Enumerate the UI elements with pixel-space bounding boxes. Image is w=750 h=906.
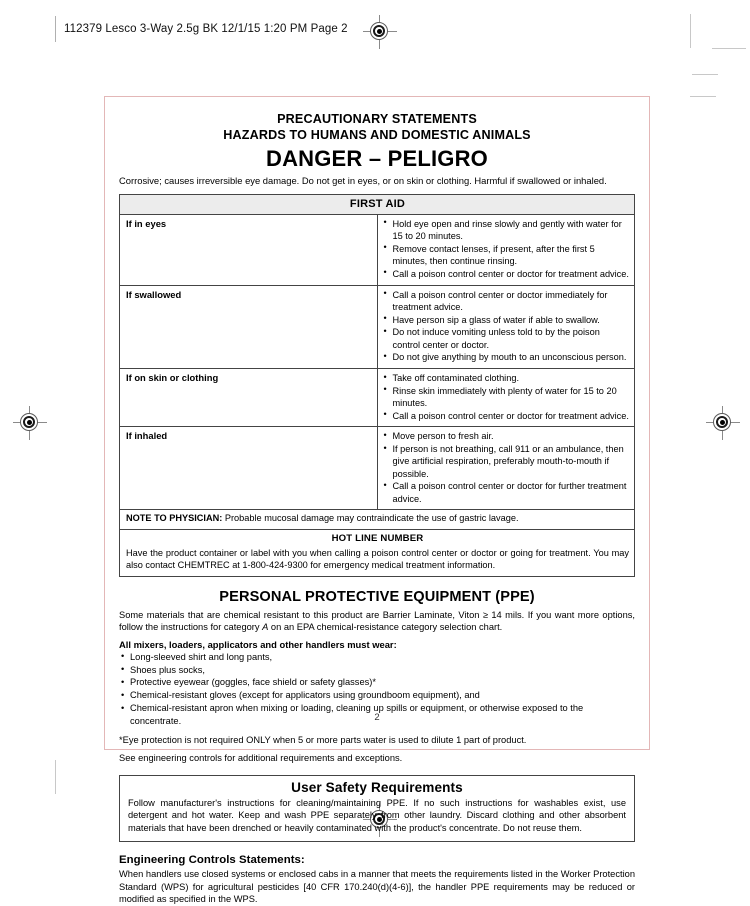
crop-mark-top-right-horizontal [712,48,746,49]
list-item: • Do not induce vomiting unless told to by the poison control center or doctor. [384,326,630,350]
hot-line-row [120,530,635,576]
first-aid-table [119,194,635,577]
first-aid-row-body [377,427,635,510]
list-item: • Chemical-resistant gloves (except for applicators using groundboom equipment), and [119,689,635,702]
crop-mark-right-lower [690,96,716,97]
first-aid-title-row [120,194,635,214]
list-item: • Move person to fresh air. [384,430,630,442]
ppe-see-engineering-controls: See engineering controls for additional requirements and exceptions. [119,753,403,764]
first-aid-title: FIRST AID [120,194,635,214]
note-to-physician-row [120,510,635,530]
list-item: • Rinse skin immediately with plenty of water for 15 to 20 minutes. [384,385,630,409]
engineering-controls-body: When handlers use closed systems or enclosed cabs in a manner that meets the requirements listed in the Worker Protection Standard (WPS) for agricultural pesticides [40 CFR 170.240(d)(4-6)], the handler PPE requirements may be reduced or modified as specified in the WPS. [119,868,635,905]
table-row [120,285,635,368]
note-to-physician-label: NOTE TO PHYSICIAN: [126,513,223,524]
first-aid-instruction-list [384,289,630,364]
list-item: • Long-sleeved shirt and long pants, [119,651,635,664]
ppe-intro-paragraph [119,609,635,633]
first-aid-row-body [377,285,635,368]
user-safety-heading: User Safety Requirements [291,779,463,795]
list-item: • Take off contaminated clothing. [384,372,630,384]
label-content [105,97,649,906]
ppe-eye-protection-footnote: *Eye protection is not required ONLY when 5 or more parts water is used to dilute 1 part of product. [119,734,527,745]
first-aid-row-body [377,369,635,427]
registration-mark-center-dot [377,29,382,34]
registration-mark-top [363,15,397,49]
table-row [120,369,635,427]
registration-mark-center-dot [720,420,725,425]
list-item: • Hold eye open and rinse slowly and gently with water for 15 to 20 minutes. [384,218,630,242]
page-number: 2 [374,712,380,723]
precautionary-statements-heading [119,111,635,143]
list-item: • Shoes plus socks, [119,664,635,677]
registration-mark-left [13,406,47,440]
precautionary-heading-line1: PRECAUTIONARY STATEMENTS [277,112,477,126]
registration-mark-center-dot [27,420,32,425]
signal-word-danger: DANGER – PELIGRO [265,146,488,172]
hot-line-number-title: HOT LINE NUMBER [331,533,424,545]
list-item: • If person is not breathing, call 911 or an ambulance, then give artificial respiration, preferably mouth-to-mouth if possible. [384,443,630,480]
list-item: • Protective eyewear (goggles, face shield or safety glasses)* [119,676,635,689]
first-aid-row-label: If in eyes [120,214,378,285]
pesticide-label-page [104,96,650,905]
list-item: • Call a poison control center or doctor immediately for treatment advice. [384,289,630,313]
hot-line-number-text: Have the product container or label with you when calling a poison control center or doctor or going for treatment. You may also contact CHEMTREC at 1-800-424-9300 for emergency medical treatment information. [126,548,629,571]
user-safety-requirements-box [119,775,635,842]
list-item: • Chemical-resistant apron when mixing or loading, cleaning up spills or equipment, or otherwise exposed to the concentrate. [119,702,635,728]
hot-line-number-cell [120,530,635,576]
ppe-heading: PERSONAL PROTECTIVE EQUIPMENT (PPE) [219,588,535,605]
first-aid-row-body [377,214,635,285]
registration-mark-right [706,406,740,440]
first-aid-row-label: If on skin or clothing [120,369,378,427]
first-aid-row-label: If swallowed [120,285,378,368]
first-aid-row-label: If inhaled [120,427,378,510]
table-row [120,427,635,510]
list-item: • Have person sip a glass of water if able to swallow. [384,314,630,326]
list-item: • Call a poison control center or doctor for treatment advice. [384,410,630,422]
precautionary-heading-line2: HAZARDS TO HUMANS AND DOMESTIC ANIMALS [223,128,531,143]
note-to-physician [120,510,635,530]
first-aid-instruction-list [384,372,630,422]
corrosive-statement: Corrosive; causes irreversible eye damage. Do not get in eyes, or on skin or clothing. Harmful if swallowed or inhaled. [119,175,607,187]
list-item: • Remove contact lenses, if present, after the first 5 minutes, then continue rinsing. [384,243,630,267]
table-row [120,214,635,285]
list-item: • Call a poison control center or doctor for treatment advice. [384,268,630,280]
engineering-controls-heading: Engineering Controls Statements: [119,853,305,866]
print-job-header [55,16,348,42]
crop-mark-left-lower-vertical [55,760,56,794]
crop-mark-top-left-vertical [690,14,691,48]
note-to-physician-text: Probable mucosal damage may contraindicate the use of gastric lavage. [222,513,519,524]
list-item: • Do not give anything by mouth to an unconscious person. [384,351,630,363]
user-safety-body: Follow manufacturer's instructions for cleaning/maintaining PPE. If no such instructions for washables exist, use detergent and hot water. Keep and wash PPE separately from other laundry. Discard clothing and other absorbent materials that have been drenched or heavily contaminated with the product's concentrate. Do not reuse them. [128,797,626,834]
ppe-intro-part2: on an EPA chemical-resistance category selection chart. [268,621,503,632]
ppe-intro-category-letter: A [262,621,269,632]
crop-mark-right-upper [692,74,718,75]
first-aid-instruction-list [384,218,630,280]
ppe-intro-part1: Some materials that are chemical resistant to this product are Barrier Laminate, Viton ≥ 14 mils. If you want more options, follow the instructions for category [119,609,635,632]
first-aid-instruction-list [384,430,630,504]
ppe-must-wear-heading: All mixers, loaders, applicators and other handlers must wear: [119,638,397,650]
list-item: • Call a poison control center or doctor for further treatment advice. [384,480,630,504]
print-job-header-text: 112379 Lesco 3-Way 2.5g BK 12/1/15 1:20 PM Page 2 [64,23,348,35]
